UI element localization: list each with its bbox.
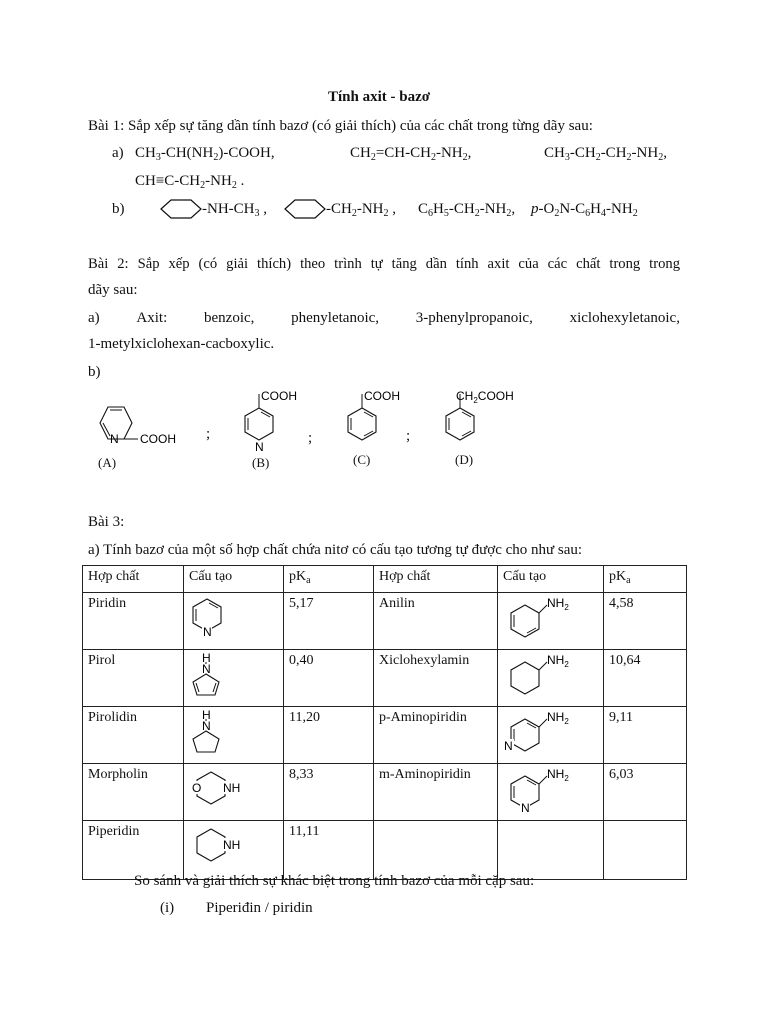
structure-a-cooh-label: COOH xyxy=(140,432,176,446)
pka-value: 5,17 xyxy=(284,593,374,650)
bai1-intro: Bài 1: Sắp xếp sự tăng dần tính bazơ (có giải thích) của các chất trong từng dãy sau: xyxy=(88,118,593,134)
morpholine-nh-label: NH xyxy=(223,781,241,795)
pyridine-n-label: N xyxy=(203,625,212,639)
table-header-row xyxy=(83,566,687,593)
structure-c-caption: (C) xyxy=(353,452,371,467)
bai3-item-text: Piperiđin / piridin xyxy=(206,900,313,916)
bai1-b-item-4: $p-O_2N-C_6H_4-NH_2$ xyxy=(531,201,638,219)
bai1-b-label: b) xyxy=(112,201,125,217)
pyrrolidine-structure xyxy=(184,707,284,764)
bai2-a-label: a) xyxy=(88,310,100,326)
bai2-a-line2: 1-metylxiclohexan-cacboxylic. xyxy=(88,336,275,352)
p-aminopyridine-nh2-label: $NH_2$ xyxy=(547,710,569,726)
bai3-item-label: (i) xyxy=(160,900,175,916)
structure-a-caption: (A) xyxy=(98,455,117,470)
separator-3: ; xyxy=(406,428,411,444)
header-compound-1: Hợp chất xyxy=(83,566,184,593)
pyridine-structure xyxy=(184,593,284,650)
table-row xyxy=(83,707,687,764)
header-pka-2: $pK_a$ xyxy=(604,566,687,593)
page-title: Tính axit - bazơ xyxy=(328,89,431,105)
bai2-b-label: b) xyxy=(88,364,101,380)
piperidine-structure xyxy=(184,821,284,880)
bai1-b-item-1: $-NH-CH_3$ , xyxy=(202,201,267,219)
compound-name: Piridin xyxy=(83,593,184,650)
pka-value: 11,20 xyxy=(284,707,374,764)
bai2-intro-line2: dãy sau: xyxy=(88,282,138,298)
structure-b-cooh-label: COOH xyxy=(261,389,297,403)
empty-structure-cell xyxy=(498,821,604,880)
cyclohexylamine-structure xyxy=(498,650,604,707)
bai1-a-item-4: $CH\equiv C-CH_2-NH_2$ . xyxy=(135,173,245,191)
bai1-b-item-3: $C_6H_5-CH_2-NH_2$, xyxy=(418,201,516,219)
structure-c-cooh-label: COOH xyxy=(364,389,400,403)
cyclohexylamine-nh2-label: $NH_2$ xyxy=(547,653,569,669)
header-compound-2: Hợp chất xyxy=(374,566,498,593)
bai1-a-item-3: $CH_3-CH_2-CH_2-NH_2$, xyxy=(544,145,667,163)
bai2-a-line xyxy=(88,309,680,327)
table-row xyxy=(83,821,687,880)
m-aminopyridine-structure xyxy=(498,764,604,821)
bai2-intro-line1: Bài 2: Sắp xếp (có giải thích) theo trình tự tăng dần tính axit của các chất trong trong xyxy=(88,256,680,272)
compound-name xyxy=(374,821,498,880)
pyrrole-h-label: H xyxy=(202,652,211,665)
compound-name: Morpholin xyxy=(83,764,184,821)
compound-name: Pirol xyxy=(83,650,184,707)
compound-name: Anilin xyxy=(374,593,498,650)
structure-d-phenylacetic-acid xyxy=(438,388,534,452)
structure-a-picolinic-acid xyxy=(88,398,198,454)
structure-d-caption: (D) xyxy=(455,452,474,467)
m-aminopyridine-nh2-label: $NH_2$ xyxy=(547,767,569,783)
table-row xyxy=(83,593,687,650)
pyrrole-structure xyxy=(184,650,284,707)
bai2-a-word-5: xiclohexyletanoic, xyxy=(569,310,680,326)
compound-name: Piperidin xyxy=(83,821,184,880)
structure-d-ch2cooh-label: $CH_2COOH$ xyxy=(456,389,514,405)
bai2-a-word-4: 3-phenylpropanoic, xyxy=(415,310,533,326)
structure-a-n-label: N xyxy=(110,432,119,446)
pyrrolidine-h-label: H xyxy=(202,709,211,722)
m-aminopyridine-n-label: N xyxy=(521,801,530,812)
header-structure-2: Cấu tạo xyxy=(498,566,604,593)
pka-table xyxy=(82,565,687,880)
pyrrolidine-n-label: N xyxy=(202,719,211,733)
pka-value: 9,11 xyxy=(604,707,687,764)
compound-name: p-Aminopiridin xyxy=(374,707,498,764)
structure-b-caption: (B) xyxy=(252,455,270,470)
table-row xyxy=(83,650,687,707)
bai3-a-text: a) Tính bazơ của một số hợp chất chứa nitơ có cấu tạo tương tự được cho như sau: xyxy=(88,542,583,558)
pka-value: 0,40 xyxy=(284,650,374,707)
pka-value: 4,58 xyxy=(604,593,687,650)
pka-value xyxy=(604,821,687,880)
morpholine-structure xyxy=(184,764,284,821)
piperidine-nh-label: NH xyxy=(223,838,241,852)
bai1-a-item-1: $CH_3-CH(NH_2)$-COOH, xyxy=(135,145,275,163)
aniline-nh2-label: $NH_2$ xyxy=(547,596,569,612)
bai3-compare-text: So sánh và giải thích sự khác biệt trong tính bazơ của mỗi cặp sau: xyxy=(134,873,535,889)
morpholine-o-label: O xyxy=(192,781,202,795)
header-pka-1: $pK_a$ xyxy=(284,566,374,593)
compound-name: Xiclohexylamin xyxy=(374,650,498,707)
bai1-b-item-2: $-CH_2-NH_2$ , xyxy=(326,201,397,219)
pka-value: 11,11 xyxy=(284,821,374,880)
bai2-a-word-1: Axit: xyxy=(136,310,168,326)
table-row xyxy=(83,764,687,821)
p-aminopyridine-n-label: N xyxy=(504,739,513,753)
bai2-a-word-3: phenyletanoic, xyxy=(291,310,380,326)
compound-name: Pirolidin xyxy=(83,707,184,764)
p-aminopyridine-structure xyxy=(498,707,604,764)
pyrrole-n-label: N xyxy=(202,662,211,676)
structure-c-benzoic-acid xyxy=(340,388,410,452)
separator-1: ; xyxy=(206,426,211,442)
cyclohexane-ring-1 xyxy=(160,199,202,219)
bai1-a-label: a) xyxy=(112,145,124,161)
pka-value: 10,64 xyxy=(604,650,687,707)
structure-b-isonicotinic-acid xyxy=(235,388,305,456)
pka-value: 8,33 xyxy=(284,764,374,821)
separator-2: ; xyxy=(308,430,313,446)
compound-name: m-Aminopiridin xyxy=(374,764,498,821)
header-structure-1: Cấu tạo xyxy=(184,566,284,593)
aniline-structure xyxy=(498,593,604,650)
bai2-a-word-2: benzoic, xyxy=(204,310,255,326)
bai1-a-item-2: $CH_2=CH-CH_2-NH_2$, xyxy=(350,145,472,163)
bai3-heading: Bài 3: xyxy=(88,514,125,530)
cyclohexane-ring-2 xyxy=(284,199,326,219)
structure-b-n-label: N xyxy=(255,440,264,454)
pka-value: 6,03 xyxy=(604,764,687,821)
